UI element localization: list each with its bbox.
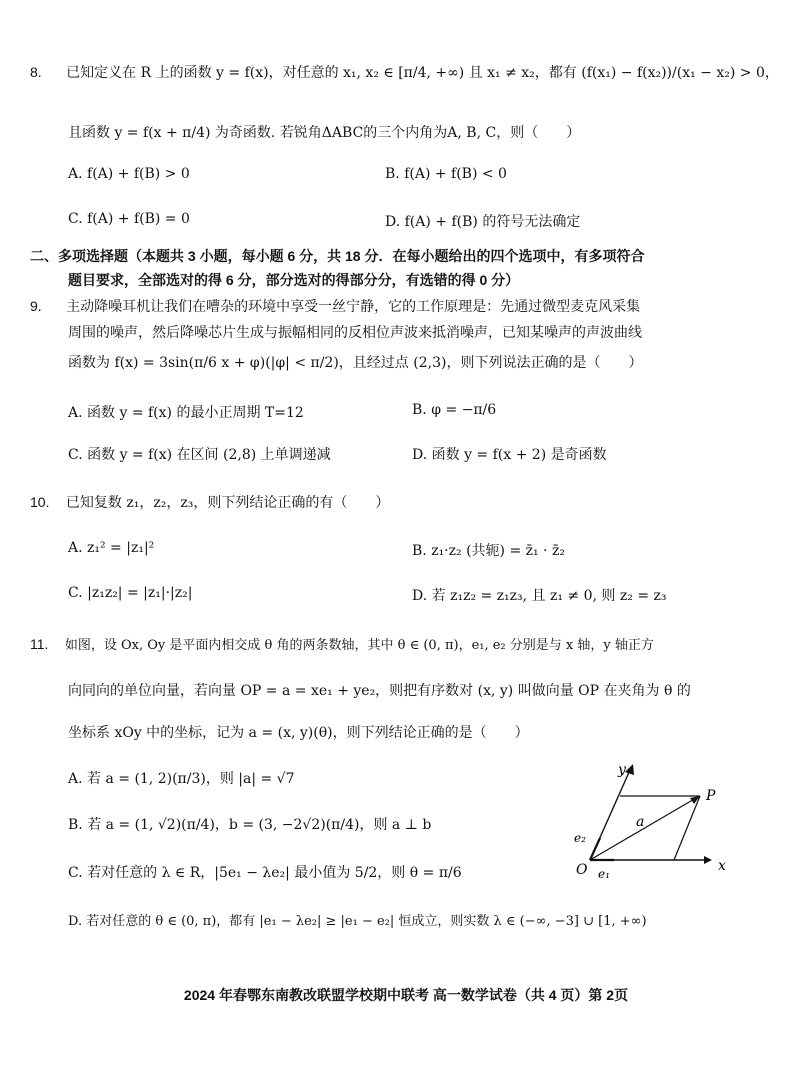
- q8-option-b: B. f(A) + f(B) < 0: [385, 166, 507, 182]
- label-y: y: [618, 762, 626, 778]
- q10-stem-line1: 已知复数 z₁，z₂，z₃，则下列结论正确的有（ ）: [65, 495, 390, 511]
- q11-coordinate-figure: [574, 760, 734, 880]
- q10-option-c: C. |z₁z₂| = |z₁|·|z₂|: [68, 585, 193, 601]
- q11-line1: [30, 634, 654, 653]
- q10-option-b: B. z₁·z₂ (共轭) = z̄₁ · z̄₂: [412, 543, 565, 559]
- q9-stem-line2: 周围的噪声，然后降噪芯片生成与振幅相同的反相位声波来抵消噪声，已知某噪声的声波曲线: [68, 325, 642, 341]
- label-e2: e₂: [574, 831, 586, 845]
- section2-heading-line1: 二、多项选择题（本题共 3 小题，每小题 6 分，共 18 分．在每小题给出的四个选项中，有多项符合: [30, 248, 645, 264]
- q11-option-a: A. 若 a = (1, 2)(π/3)，则 |a| = √7: [68, 771, 295, 787]
- q11-option-b: B. 若 a = (1, √2)(π/4)，b = (3, −2√2)(π/4)，则 a ⊥ b: [68, 817, 432, 833]
- x-axis-arrow: [704, 856, 712, 864]
- q9-line1: [30, 296, 640, 316]
- q11-option-d: D. 若对任意的 θ ∈ (0, π)，都有 |e₁ − λe₂| ≥ |e₁ − e₂| 恒成立，则实数 λ ∈ (−∞, −3] ∪ [1, +∞): [68, 914, 647, 929]
- q11-stem-line3: 坐标系 xOy 中的坐标，记为 a = (x, y)(θ)，则下列结论正确的是（ ）: [68, 725, 529, 741]
- q11-stem-line2: 向同向的单位向量，若向量 OP = a = xe₁ + ye₂，则把有序数对 (x, y) 叫做向量 OP 在夹角为 θ 的: [68, 683, 691, 699]
- label-origin: O: [576, 862, 588, 878]
- q10-option-a: A. z₁² = |z₁|²: [68, 540, 155, 556]
- q8-stem-line1: 已知定义在 R 上的函数 y = f(x)，对任意的 x₁, x₂ ∈ [π/4, +∞) 且 x₁ ≠ x₂，都有 (f(x₁) − f(x₂))/(x₁ − x₂) > 0，: [66, 65, 779, 81]
- q8-option-a: A. f(A) + f(B) > 0: [68, 166, 190, 182]
- q9-option-a: A. 函数 y = f(x) 的最小正周期 T=12: [68, 405, 304, 421]
- q10-line1: [30, 492, 389, 512]
- y-axis-arrow: [625, 764, 634, 775]
- section2-heading-line2: 题目要求，全部选对的得 6 分，部分选对的得部分分，有选错的得 0 分）: [68, 272, 520, 288]
- label-e1: e₁: [598, 867, 610, 880]
- q9-option-c: C. 函数 y = f(x) 在区间 (2,8) 上单调递减: [68, 447, 331, 463]
- q10-option-d: D. 若 z₁z₂ = z₁z₃, 且 z₁ ≠ 0, 则 z₂ = z₃: [412, 588, 667, 604]
- parallelogram-right: [674, 796, 700, 860]
- q9-stem-line3: 函数为 f(x) = 3sin(π/6 x + φ)(|φ| < π/2)，且经过点 (2,3)，则下列说法正确的是（ ）: [68, 355, 643, 371]
- label-p: P: [706, 788, 716, 804]
- page-footer: 2024 年春鄂东南教改联盟学校期中联考 高一数学试卷（共 4 页）第 2页: [183, 987, 629, 1003]
- q8-line1: [30, 62, 779, 82]
- label-a: a: [636, 814, 645, 830]
- q8-option-d: D. f(A) + f(B) 的符号无法确定: [385, 214, 581, 230]
- q11-stem-line1: 如图，设 Ox, Oy 是平面内相交成 θ 角的两条数轴，其中 θ ∈ (0, π)，e₁, e₂ 分别是与 x 轴，y 轴正方: [64, 638, 654, 653]
- q8-stem-line2: 且函数 y = f(x + π/4) 为奇函数. 若锐角ΔABC的三个内角为A, B, C，则（ ）: [68, 125, 581, 141]
- q9-number: 9.: [30, 298, 42, 314]
- q11-option-c: C. 若对任意的 λ ∈ R，|5e₁ − λe₂| 最小值为 5/2，则 θ = π/6: [68, 865, 462, 881]
- q9-option-b: B. φ = −π/6: [412, 402, 497, 418]
- q10-number: 10.: [30, 494, 50, 510]
- label-x: x: [718, 858, 726, 874]
- q8-option-c: C. f(A) + f(B) = 0: [68, 211, 190, 227]
- q9-option-d: D. 函数 y = f(x + 2) 是奇函数: [412, 447, 607, 463]
- q8-number: 8.: [30, 64, 42, 80]
- q11-number: 11.: [30, 636, 49, 652]
- q9-stem-line1: 主动降噪耳机让我们在嘈杂的环境中享受一丝宁静，它的工作原理是：先通过微型麦克风采集: [66, 299, 641, 315]
